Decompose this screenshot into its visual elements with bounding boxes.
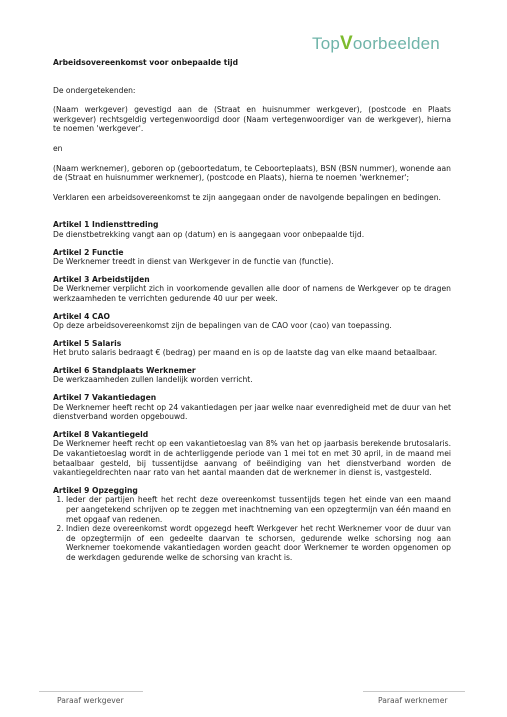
article-heading: Artikel 6 Standplaats Werknemer [53,365,196,375]
article-heading: Artikel 9 Opzegging [53,485,138,495]
article-3 [53,275,451,304]
article-text: De Werknemer treedt in dienst van Werkgever in de functie van (functie). [53,257,334,267]
article-text: De dienstbetrekking vangt aan op (datum) en is aangegaan voor onbepaalde tijd. [53,229,365,239]
and-conjunction: en [53,143,63,153]
logo-text-voorbeelden: oorbeelden [352,34,440,53]
article-9-list [53,495,451,562]
article-6 [53,366,451,385]
declaration-paragraph: Verklaren een arbeidsovereenkomst te zijn aangegaan onder de navolgende bepalingen en bedingen. [53,192,441,202]
document-title: Arbeidsovereenkomst voor onbepaalde tijd [53,58,239,67]
logo-v-mark: V [340,33,353,54]
article-heading: Artikel 3 Arbeidstijden [53,274,150,284]
list-item: 2. Indien deze overeenkomst wordt opgezegd heeft Werkgever het recht Werknemer voor de duur van de opzegtermijn of een gedeelte daarvan te schorsen, gedurende welke schorsing nog aan Werknemer toekomende vakantiedagen worden geacht door Werknemer te worden opgenomen op de werkdagen gedurende welke de schorsing van kracht is. [66,524,451,562]
article-heading: Artikel 4 CAO [53,311,110,321]
article-5 [53,339,451,358]
contract-document [53,58,451,563]
logo-text-top: Top [312,34,341,53]
initials-employee: Paraaf werknemer [363,691,465,705]
brand-logo [312,33,440,55]
initials-employer: Paraaf werkgever [39,691,143,705]
employer-paragraph: (Naam werkgever) gevestigd aan de (Straat en huisnummer werkgever), (postcode en Plaats werkgever) rechtsgeldig vertegenwoordigd door (Naam vertegenwoordiger van de werkgever), hierna te noemen 'werkgever'. [53,105,451,134]
article-heading: Artikel 7 Vakantiedagen [53,393,157,403]
article-9 [53,486,451,563]
employee-paragraph: (Naam werknemer), geboren op (geboortedatum, te Ceboorteplaats), BSN (BSN nummer), wonende aan de (Straat en huisnummer werknemer), (postcode en Plaats), hierna te noemen 'werknemer'; [53,163,451,183]
article-4 [53,312,451,331]
article-text: Het bruto salaris bedraagt € (bedrag) per maand en is op de laatste dag van elke maand betaalbaar. [53,348,438,358]
article-7 [53,393,451,422]
article-text: De Werknemer verplicht zich in voorkomende gevallen alle door of namens de Werkgever op te dragen werkzaamheden te verrichten gedurende 40 uur per week. [53,284,451,303]
article-heading: Artikel 1 Indiensttreding [53,220,159,230]
signatories-label: De ondergetekenden: [53,85,136,95]
article-1 [53,220,451,239]
article-text: De Werknemer heeft recht op 24 vakantiedagen per jaar welke naar evenredigheid met de duur van het dienstverband worden opgebouwd. [53,402,451,422]
article-text: De Werknemer heeft recht op een vakantietoeslag van 8% van het op jaarbasis berekende brutosalaris. De vakantietoeslag wordt in de achterliggende periode van 1 mei tot en met 30 april, in de maand mei betaalbaar gesteld, bij tussentijdse aanvang of beëindiging van het dienstverband worden de vakantiegeldrechten naar rato van het aantal maanden dat de werknemer in dienst is, vastgesteld. [53,439,451,478]
article-8 [53,430,451,478]
article-2 [53,248,451,267]
article-heading: Artikel 2 Functie [53,247,124,257]
article-text: De werkzaamheden zullen landelijk worden verricht. [53,375,253,385]
article-heading: Artikel 8 Vakantiegeld [53,429,149,439]
list-item: 1. Ieder der partijen heeft het recht deze overeenkomst tussentijds tegen het einde van een maand per aangetekend schrijven op te zeggen met inachtneming van een opzegtermijn van één maand en met opgaaf van redenen. [66,495,451,524]
article-text: Op deze arbeidsovereenkomst zijn de bepalingen van de CAO voor (cao) van toepassing. [53,321,392,331]
article-heading: Artikel 5 Salaris [53,338,122,348]
